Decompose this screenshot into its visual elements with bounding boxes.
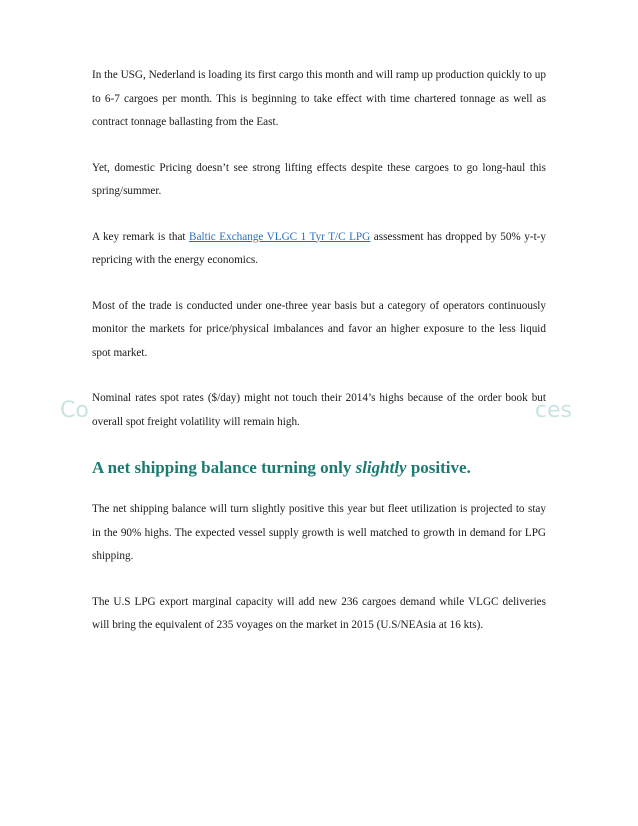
paragraph-trade-basis: Most of the trade is conducted under one-three year basis but a category of operators continuously monitor the markets for price/physical imbalances and favor an higher exposure to the less liquid spot market. <box>92 299 546 359</box>
heading-after: positive. <box>406 458 471 477</box>
paragraph-key-remark <box>92 226 546 273</box>
section-heading <box>92 456 546 480</box>
paragraph-net-shipping: The net shipping balance will turn slightly positive this year but fleet utilization is projected to stay in the 90% highs. The expected vessel supply growth is well matched to growth in demand for LPG shipping. <box>92 503 546 562</box>
paragraph-nominal-rates: Nominal rates spot rates ($/day) might not touch their 2014’s highs because of the order book but overall spot freight volatility will remain high. <box>92 392 546 428</box>
watermark-left-text: Co <box>60 398 89 423</box>
paragraph-domestic-pricing: Yet, domestic Pricing doesn’t see strong lifting effects despite these cargoes to go long-haul this spring/summer. <box>92 161 546 197</box>
document-body <box>92 64 546 660</box>
heading-before: A net shipping balance turning only <box>92 458 356 477</box>
baltic-exchange-link[interactable]: Baltic Exchange VLGC 1 Tyr T/C LPG <box>189 230 371 243</box>
paragraph-nederland: In the USG, Nederland is loading its first cargo this month and will ramp up production quickly to up to 6-7 cargoes per month. This is beginning to take effect with time chartered tonnage as well as contract tonnage ballasting from the East. <box>92 69 546 128</box>
key-remark-after: assessment has dropped by 50% y-t-y repricing with the energy economics. <box>92 230 546 266</box>
paragraph-export-capacity: The U.S LPG export marginal capacity will add new 236 cargoes demand while VLGC deliveries will bring the equivalent of 235 voyages on the market in 2015 (U.S/NEAsia at 16 kts). <box>92 595 546 631</box>
key-remark-before: A key remark is that <box>92 230 190 243</box>
watermark-right-text: ces <box>534 398 572 423</box>
heading-emphasis: slightly <box>355 458 407 477</box>
